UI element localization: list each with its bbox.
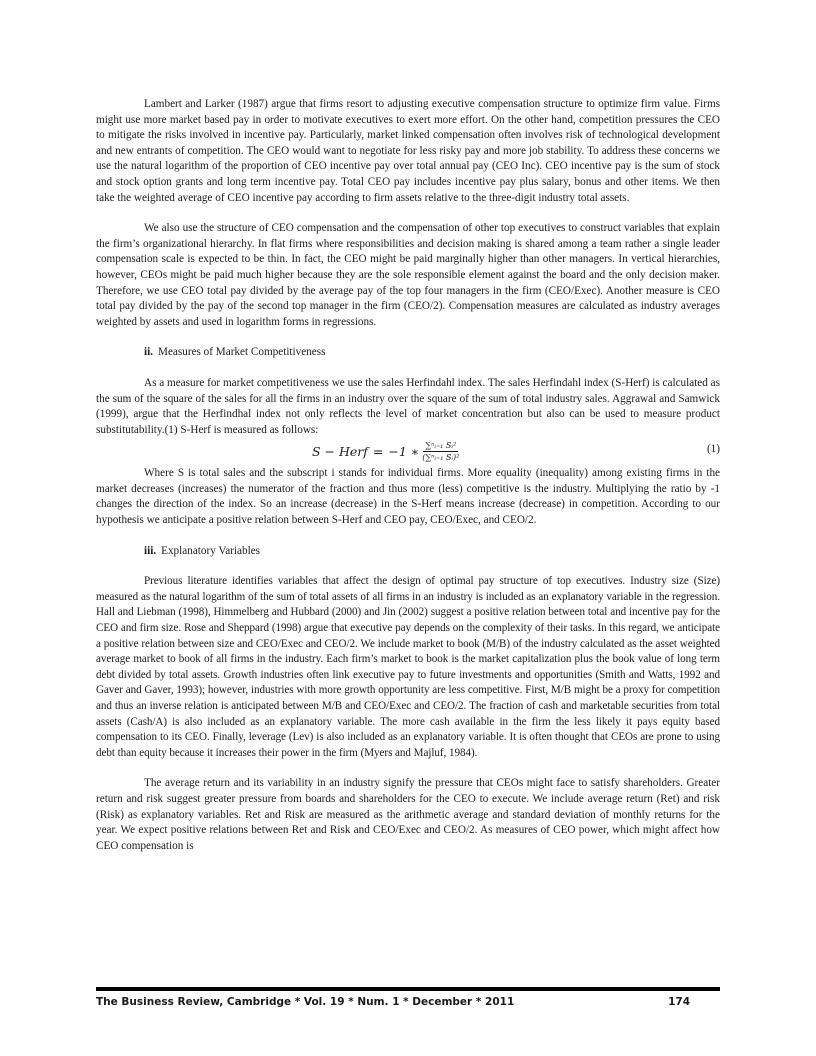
paragraph-s-herf-interpretation: Where S is total sales and the subscript i stands for individual firms. More equality (inequality) among existing firms in the market decreases (increases) the numerator of the fraction and thus more (less) competitive is the industry. Multiplying the ratio by -1 changes the direction of the index. So an increase (decrease) in the S-Herf means increase (decrease) in competition. According to our hypothesis we anticipate a positive relation between S-Herf and CEO pay, CEO/Exec, and CEO/2.	[96, 467, 720, 527]
section-title: Measures of Market Competitiveness	[158, 346, 326, 359]
equation-number: (1)	[706, 443, 720, 456]
equation-fraction	[422, 441, 459, 462]
page-number: 174	[668, 996, 690, 1008]
equation-equals: =	[372, 444, 384, 460]
footer-rule	[96, 987, 720, 991]
paragraph-return-and-risk: The average return and its variability in an industry signify the pressure that CEOs might face to satisfy shareholders. Greater return and risk suggest greater pressure from boards and shareholders for the CEO to execute. We include average return (Ret) and risk (Risk) as explanatory variables. Ret and Risk are measured as the arithmetic average and standard deviation of monthly returns for the year. We expect positive relations between Ret and Risk and CEO/Exec and CEO/2. As measures of CEO power, which might affect how CEO compensation is	[96, 777, 720, 852]
equation-coefficient: −1 ∗	[388, 444, 420, 460]
paragraph-herfindahl-index: As a measure for market competitiveness we use the sales Herfindahl index. The sales Herfindahl index (S-Herf) is calculated as the sum of the square of the sales for all the firms in an industry over the square of the sum of total industry sales. Aggrawal and Samwick (1999), argue that the Herfindhal index not only reflects the level of market concentration but also can be used to measure product substitutability.(1) S-Herf is measured as follows:	[96, 376, 720, 436]
paragraph-explanatory-variables: Previous literature identifies variables that affect the design of optimal pay structure of top executives. Industry size (Size) measured as the natural logarithm of the sum of total assets of all firms in an industry is included as an explanatory variable in the regression. Hall and Liebman (1998), Himmelberg and Hubbard (2000) and Jin (2002) suggest a positive relation between total and incentive pay for the CEO and firm size. Rose and Sheppard (1998) argue that executive pay depends on the complexity of their tasks. In this regard, we anticipate a positive relation between size and CEO/Exec and CEO/2. We include market to book (M/B) of the industry calculated as the asset weighted average market to book of all firms in the industry. Each firm’s market to book is the market capitalization plus the book value of long term debt divided by total assets. Growth industries often link executive pay to future investments and opportunities (Smith and Watts, 1992 and Gaver and Gaver, 1993); however, industries with more growth opportunity are less competitive. First, M/B might be a proxy for competition and thus an inverse relation is anticipated between M/B and CEO/Exec and CEO/2. The fraction of cash and marketable securities from total assets (Cash/A) is also included as an explanatory variable. The more cash available in the firm the less likely it pays equity based compensation to its CEO. Finally, leverage (Lev) is also included as an explanatory variable. It is often thought that CEOs are prone to using debt than equity because it increases their power in the firm (Myers and Majluf, 1984).	[96, 575, 720, 759]
equation-body	[312, 441, 459, 462]
article-body	[96, 97, 720, 854]
section-title: Explanatory Variables	[161, 544, 261, 557]
equation-s-herf	[96, 439, 720, 465]
equation-denominator: (∑ⁿᵢ₌₁ Sᵢ)²	[422, 453, 460, 463]
equation-lhs: S − Herf	[312, 444, 368, 460]
section-heading-explanatory-variables	[96, 544, 720, 560]
section-heading-market-competitiveness	[96, 345, 720, 361]
section-number: ii.	[144, 346, 154, 359]
equation-numerator: ∑ⁿᵢ₌₁ Sᵢ²	[425, 441, 457, 451]
paragraph-ceo-compensation-structure: We also use the structure of CEO compensation and the compensation of other top executives to construct variables that explain the firm’s organizational hierarchy. In flat firms where responsibilities and decision making is shared among a team rather a single leader compensation scale is expected to be thin. In fact, the CEO might be paid marginally higher than other managers. In vertical hierarchies, however, CEOs might be paid much higher because they are the sole responsible element against the board and the only decision maker. Therefore, we use CEO total pay divided by the average pay of the top four managers in the firm (CEO/Exec). Another measure is CEO total pay divided by the pay of the second top manager in the firm (CEO/2). Compensation measures are calculated as industry averages weighted by assets and used in logarithm forms in regressions.	[96, 222, 720, 328]
footer-journal: The Business Review, Cambridge * Vol. 19 * Num. 1 * December * 2011	[96, 996, 515, 1008]
paragraph-ceo-incentive-pay: Lambert and Larker (1987) argue that firms resort to adjusting executive compensation structure to optimize firm value. Firms might use more market based pay in order to motivate executives to exert more effort. On the other hand, competition pressures the CEO to mitigate the risks involved in incentive pay. Particularly, market linked compensation often involves risk of technological development and new entrants of competition. The CEO would want to negotiate for less risky pay and more job stability. To address these concerns we use the natural logarithm of the proportion of CEO incentive pay over total annual pay (CEO Inc). CEO incentive pay is the sum of stock and stock option grants and long term incentive pay. Total CEO pay includes incentive pay plus salary, bonus and other items. We then take the weighted average of CEO incentive pay according to firm assets relative to the three-digit industry total assets.	[96, 98, 720, 204]
section-number: iii.	[144, 544, 157, 557]
